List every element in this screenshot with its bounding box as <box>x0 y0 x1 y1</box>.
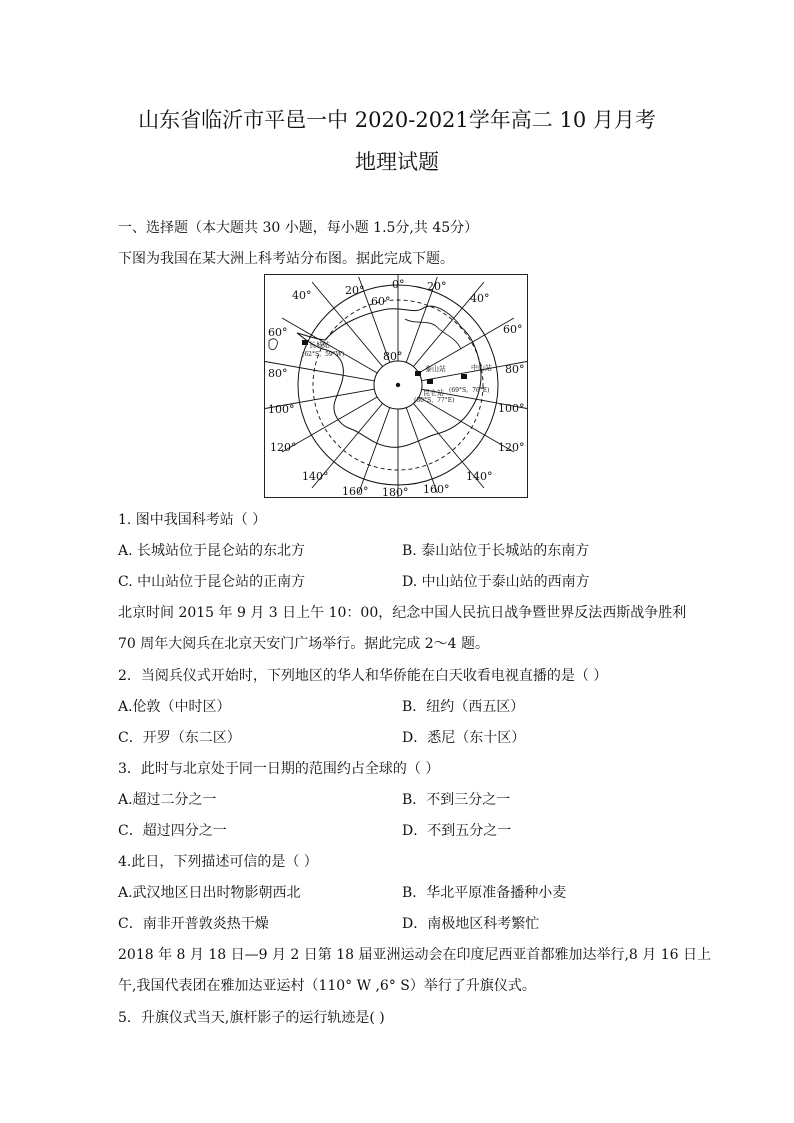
q4-option-c: C．南非开普敦炎热干燥 <box>118 916 269 932</box>
lat-label-60: 60° <box>371 295 391 308</box>
changcheng-station-coord: (62°S，59°W) <box>302 351 345 358</box>
lon-label-140e: 140° <box>466 470 493 483</box>
q3-option-c: C．超过四分之一 <box>118 823 227 839</box>
q5-stem: 5．升旗仪式当天,旗杆影子的运行轨迹是( ) <box>118 1010 385 1026</box>
kunlun-station-coord: (80°S，77°E) <box>414 397 455 404</box>
lat-label-80: 80° <box>383 350 403 363</box>
section-heading: 一、选择题（本大题共 30 小题，每小题 1.5分,共 45分） <box>118 220 479 236</box>
passage5-line1: 2018 年 8 月 18 日—9 月 2 日第 18 届亚洲运动会在印度尼西亚首都雅加达举行,8 月 16 日上 <box>118 947 712 963</box>
lon-label-120e: 120° <box>498 441 525 454</box>
changcheng-station-marker <box>302 340 308 345</box>
lon-label-100e: 100° <box>498 402 525 415</box>
q2-option-a: A.伦敦（中时区） <box>118 699 231 715</box>
q3-stem: 3．此时与北京处于同一日期的范围约占全球的（ ） <box>118 761 440 777</box>
q2-option-b: B．纽约（西五区） <box>402 699 525 715</box>
q2-option-d: D．悉尼（东十区） <box>402 730 526 746</box>
lon-label-60e: 60° <box>503 323 523 336</box>
ice-shelf-outline <box>405 319 461 349</box>
q3-option-a: A.超过二分之一 <box>118 792 217 808</box>
section-intro: 下图为我国在某大洲上科考站分布图。据此完成下题。 <box>118 251 454 267</box>
lon-label-0: 0° <box>392 278 405 291</box>
zhongshan-station-marker <box>461 374 467 379</box>
changcheng-station-name: 长城站 <box>309 341 330 349</box>
q4-option-a: A.武汉地区日出时物影朝西北 <box>118 885 301 901</box>
kunlun-station-name: 昆仑站 <box>423 389 444 397</box>
q1-option-a: A. 长城站位于昆仑站的东北方 <box>118 543 306 559</box>
kunlun-station-marker <box>427 379 433 384</box>
q2-stem: 2．当阅兵仪式开始时，下列地区的华人和华侨能在白天收看电视直播的是（ ） <box>118 668 608 684</box>
lon-label-180: 180° <box>382 486 409 497</box>
lon-label-100w: 100° <box>268 403 295 416</box>
south-pole-dot <box>396 383 400 387</box>
lon-label-80w: 80° <box>268 367 288 380</box>
lon-label-160e: 160° <box>423 483 450 496</box>
q4-option-b: B．华北平原准备播种小麦 <box>402 885 567 901</box>
taishan-station-name: 泰山站 <box>425 365 446 373</box>
lon-label-40e: 40° <box>470 292 490 305</box>
q1-option-b: B. 泰山站位于长城站的东南方 <box>402 543 590 559</box>
lon-label-20e: 20° <box>427 280 447 293</box>
lon-label-160w: 160° <box>342 485 369 497</box>
lon-label-140w: 140° <box>302 470 329 483</box>
zhongshan-station-coord: (69°S，76°E) <box>449 387 490 394</box>
q4-stem: 4.此日，下列描述可信的是（ ） <box>118 854 318 870</box>
q3-option-d: D．不到五分之一 <box>402 823 512 839</box>
lon-label-40w: 40° <box>292 289 312 302</box>
antarctic-station-map <box>264 274 528 498</box>
exam-subtitle: 地理试题 <box>355 150 439 174</box>
lon-label-60w: 60° <box>268 326 288 339</box>
lon-label-80e: 80° <box>505 363 525 376</box>
q1-option-c: C. 中山站位于昆仑站的正南方 <box>118 574 306 590</box>
zhongshan-station-name: 中山站 <box>471 364 492 372</box>
passage2-line2: 70 周年大阅兵在北京天安门广场举行。据此完成 2～4 题。 <box>118 636 489 652</box>
q2-option-c: C．开罗（东二区） <box>118 730 241 746</box>
peninsula-island <box>269 339 277 350</box>
taishan-station-marker <box>415 371 421 376</box>
q1-stem: 1. 图中我国科考站（ ） <box>118 512 267 528</box>
passage5-line2: 午,我国代表团在雅加达亚运村（110° W ,6° S）举行了升旗仪式。 <box>118 978 536 994</box>
passage2-line1: 北京时间 2015 年 9 月 3 日上午 10：00，纪念中国人民抗日战争暨世界反法西斯战争胜利 <box>118 605 687 621</box>
exam-title: 山东省临沂市平邑一中 2020-2021学年高二 10 月月考 <box>138 108 656 132</box>
map-svg <box>265 275 527 497</box>
q4-option-d: D．南极地区科考繁忙 <box>402 916 540 932</box>
lon-label-20w: 20° <box>345 284 365 297</box>
q3-option-b: B．不到三分之一 <box>402 792 511 808</box>
q1-option-d: D. 中山站位于泰山站的西南方 <box>402 574 590 590</box>
lon-label-120w: 120° <box>270 441 297 454</box>
